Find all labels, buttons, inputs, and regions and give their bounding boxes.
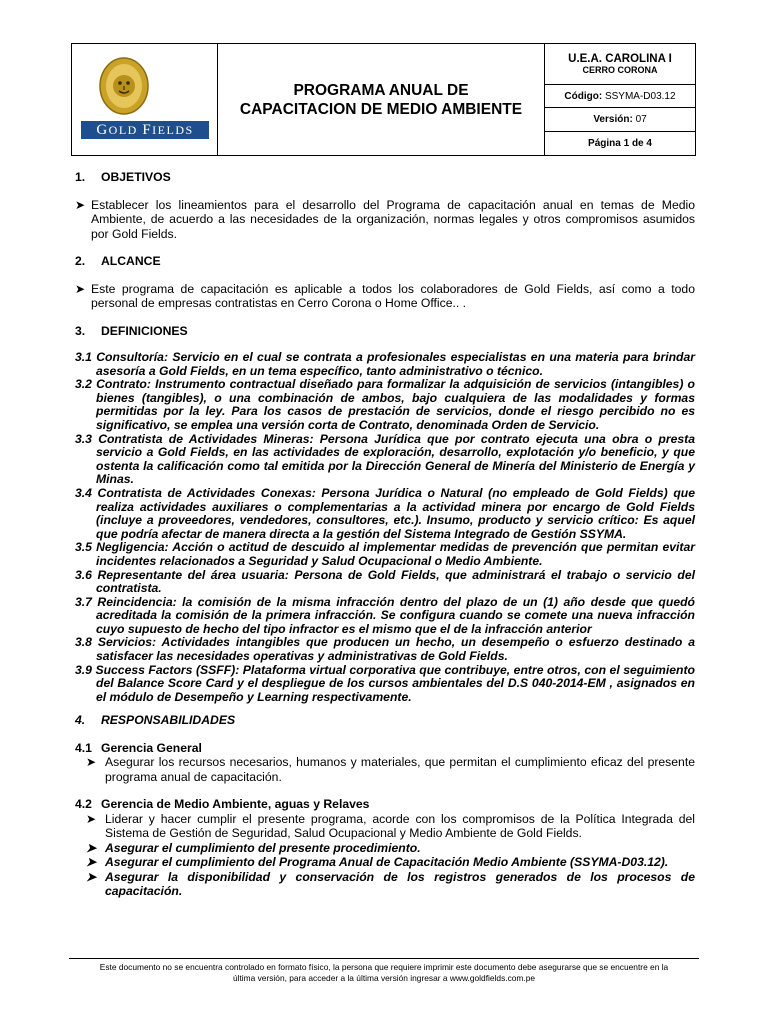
- footer-line-2: última versión, para acceder a la última versión ingresar a www.goldfields.com.pe: [232, 972, 536, 983]
- document-footer: [69, 962, 699, 983]
- lion-crest-icon: [97, 56, 151, 116]
- version-value: 07: [635, 114, 647, 126]
- definition-item: 3.6 Representante del área usuaria: Persona de Gold Fields, que administrará el trabajo o servicio del contratista.: [75, 567, 695, 596]
- definition-item: 3.2 Contrato: Instrumento contractual diseñado para formalizar la adquisición de servicios (intangibles) o bienes (tangibles), o una combinación de ambos, bajo cualquiera de las modalidades y formas permitidas por la ley. Para los casos de prestación de servicios, donde el riesgo percibido no es significativo, se emplea una versión corta de Contrato, denominada Orden de Servicio.: [75, 377, 695, 432]
- version-row: [545, 108, 695, 132]
- definition-item: 3.5 Negligencia: Acción o actitud de descuido al implementar medidas de prevención que permitan evitar incidentes relacionados a Seguridad y Salud Ocupacional o Medio Ambiente.: [75, 540, 695, 568]
- arrowhead-bullet-icon: ➤: [75, 281, 86, 296]
- arrowhead-bullet-icon: ➤: [86, 869, 97, 884]
- title-line-1: PROGRAMA ANUAL DE: [293, 81, 469, 99]
- definition-item: 3.9 Success Factors (SSFF): Plataforma virtual corporativa que contribuye, entre otros, con el seguimiento del Balance Score Card y el despliegue de los cursos ambientales del D.S 040-2014-EM , asignados en el módulo de Desempeño y Learning respectivamente.: [75, 662, 695, 704]
- definition-item: 3.8 Servicios: Actividades intangibles que producen un hecho, un desempeño o esfuerzo destinado a satisfacer las necesidades operativas y administrativas de Gold Fields.: [75, 635, 695, 664]
- document-title: [218, 44, 545, 155]
- subsection-heading-gerencia-medio-ambiente: 4.2 Gerencia de Medio Ambiente, aguas y Relaves: [75, 797, 370, 812]
- section-heading-definiciones: 3. DEFINICIONES: [75, 323, 188, 338]
- section-heading-alcance: 2. ALCANCE: [75, 254, 161, 268]
- document-header: [71, 43, 696, 156]
- responsibility-bullet: ➤ Liderar y hacer cumplir el presente programa, acorde con los compromisos de la Política Integrada del Sistema de Gestión de Seguridad, Salud Ocupacional y Medio Ambiente de Gold Fields.: [86, 811, 695, 841]
- title-line-2: CAPACITACION DE MEDIO AMBIENTE: [239, 100, 523, 118]
- section-heading-responsabilidades: 4. RESPONSABILIDADES: [75, 713, 236, 728]
- subsection-heading-gerencia-general: 4.1 Gerencia General: [75, 740, 202, 755]
- footer-line-1: Este documento no se encuentra controlado en formato físico, la persona que requiere imprimir este documento debe asegurarse que se encuentre en la: [99, 962, 669, 972]
- definition-item: 3.1 Consultoría: Servicio en el cual se contrata a profesionales especialistas en una materia para brindar asesoría a Gold Fields, en un tema específico, tanto administrativo o técnico.: [75, 350, 695, 378]
- responsibility-bullet: ➤ Asegurar el cumplimiento del presente procedimiento.: [86, 840, 421, 855]
- alcance-bullet: ➤ Este programa de capacitación es aplicable a todos los colaboradores de Gold Fields, así como a todo personal de empresas contratistas en Cerro Corona o Home Office.. .: [75, 281, 695, 310]
- definition-item: 3.4 Contratista de Actividades Conexas: Persona Jurídica o Natural (no empleado de Gold Fields) que realiza actividades auxiliares o complementarias a la actividad minera por encargo de Gold Fields (incluye a proveedores, vendedores, consultores, etc.). Insumo, producto y servicio crítico: Es aquel que podría afectar de manera directa a la gestión del Sistema Integrado de Gestión SSYMA.: [75, 485, 695, 541]
- code-label: Código:: [564, 90, 603, 102]
- arrowhead-bullet-icon: ➤: [86, 840, 97, 855]
- page-number: Página 1 de 4: [588, 138, 652, 150]
- arrowhead-bullet-icon: ➤: [75, 197, 86, 212]
- responsibility-bullet: ➤ Asegurar el cumplimiento del Programa Anual de Capacitación Medio Ambiente (SSYMA-D03.12).: [86, 855, 669, 870]
- responsibility-bullet: ➤ Asegurar la disponibilidad y conservación de los registros generados de los procesos de capacitación.: [86, 869, 695, 899]
- document-info: [545, 44, 695, 155]
- gold-fields-logo: GOLD FIELDS: [81, 121, 209, 139]
- definition-item: 3.3 Contratista de Actividades Mineras: Persona Jurídica que por contrato ejecuta una obra o presta servicio a Gold Fields, en las actividades de exploración, desarrollo, explotación y/o beneficio, y que ostenta la calificación como tal emitida por la Dirección General de Minería del Ministerio de Energía y Minas.: [75, 431, 695, 487]
- arrowhead-bullet-icon: ➤: [86, 855, 97, 870]
- arrowhead-bullet-icon: ➤: [86, 811, 97, 826]
- responsibility-bullet: ➤ Asegurar los recursos necesarios, humanos y materiales, que permitan el cumplimiento eficaz del presente programa anual de capacitación.: [86, 755, 695, 784]
- footer-divider: [69, 958, 699, 959]
- version-label: Versión:: [593, 114, 633, 126]
- code-row: [545, 85, 695, 109]
- page-row: [545, 132, 695, 155]
- code-value: SSYMA-D03.12: [604, 90, 676, 102]
- objetivos-bullet: ➤ Establecer los lineamientos para el desarrollo del Programa de capacitación anual en temas de Medio Ambiente, de acuerdo a las necesidades de la organización, normas legales y otros compromisos asumidos por Gold Fields.: [75, 197, 695, 241]
- document-body: [75, 170, 695, 899]
- unit-sub: CERRO CORONA: [582, 64, 658, 75]
- logo-cell: [72, 44, 218, 155]
- unit-row: [545, 44, 695, 85]
- definition-item: 3.7 Reincidencia: la comisión de la misma infracción dentro del plazo de un (1) año desde que quedó acreditada la comisión de la primera infracción. Se configura cuando se comete una nueva infracción cuyo supuesto de hecho del tipo infractor es el mismo que el de la infracción anterior: [75, 594, 695, 636]
- section-heading-objetivos: 1. OBJETIVOS: [75, 170, 171, 184]
- arrowhead-bullet-icon: ➤: [86, 755, 97, 770]
- unit-name: U.E.A. CAROLINA I: [568, 52, 672, 65]
